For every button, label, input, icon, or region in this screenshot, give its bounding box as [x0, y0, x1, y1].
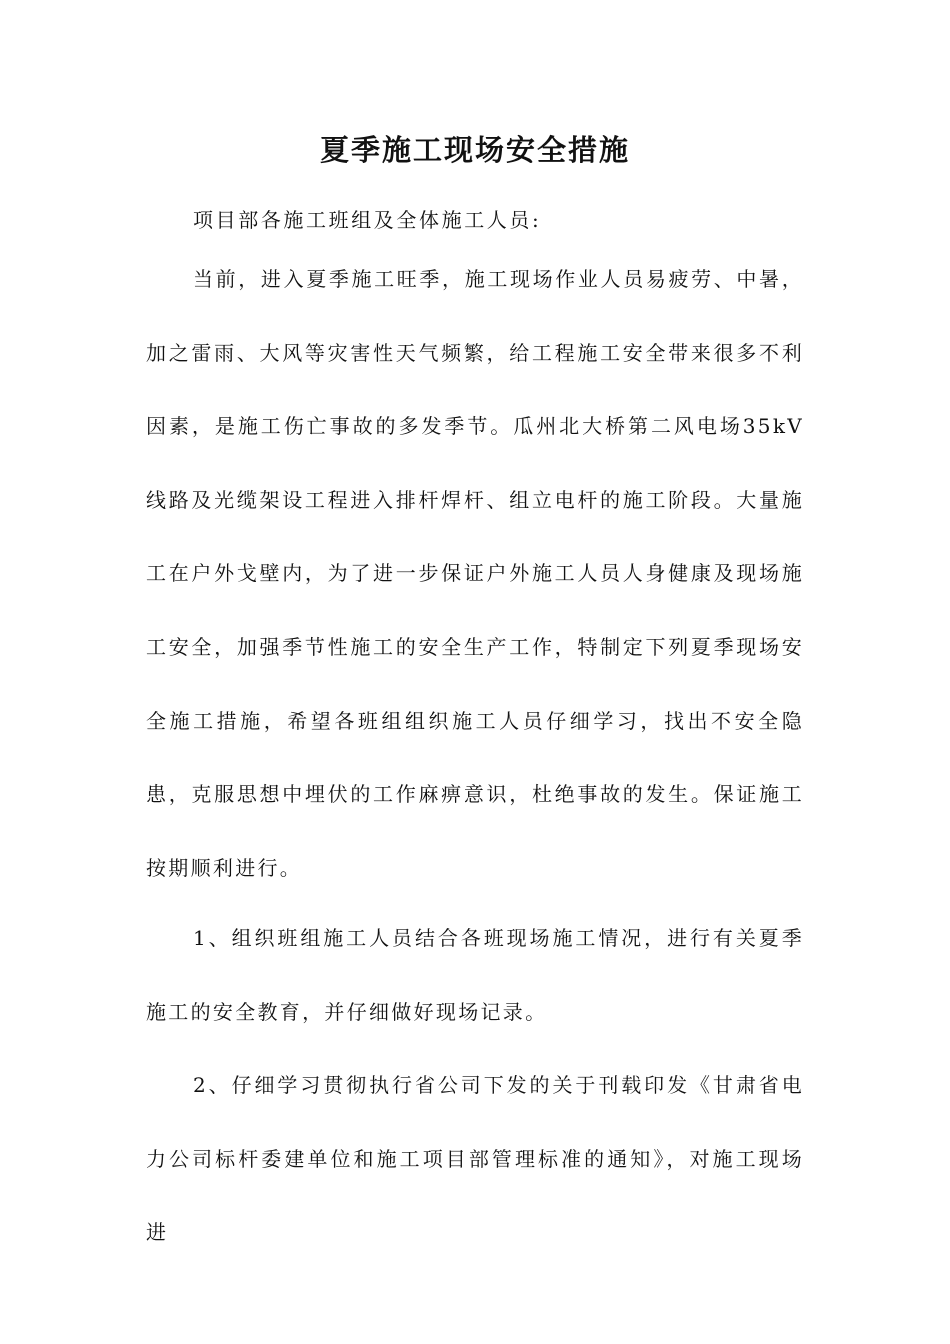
measure-item-2: 2、仔细学习贯彻执行省公司下发的关于刊载印发《甘肃省电力公司标杆委建单位和施工项目部管理标准的通知》，对施工现场进	[146, 1073, 804, 1245]
measure-item-1: 1、组织班组施工人员结合各班现场施工情况，进行有关夏季施工的安全教育，并仔细做好现场记录。	[146, 926, 804, 1024]
document-title: 夏季施工现场安全措施	[319, 133, 630, 167]
intro-paragraph: 当前，进入夏季施工旺季，施工现场作业人员易疲劳、中暑，加之雷雨、大风等灾害性天气频繁，给工程施工安全带来很多不利因素，是施工伤亡事故的多发季节。瓜州北大桥第二风电场35kV线路及光缆架设工程进入排杆焊杆、组立电杆的施工阶段。大量施工在户外戈壁内，为了进一步保证户外施工人员人身健康及现场施工安全，加强季节性施工的安全生产工作，特制定下列夏季现场安全施工措施，希望各班组组织施工人员仔细学习，找出不安全隐患，克服思想中埋伏的工作麻痹意识，杜绝事故的发生。保证施工按期顺利进行。	[146, 267, 804, 880]
salutation: 项目部各施工班组及全体施工人员:	[193, 208, 542, 232]
